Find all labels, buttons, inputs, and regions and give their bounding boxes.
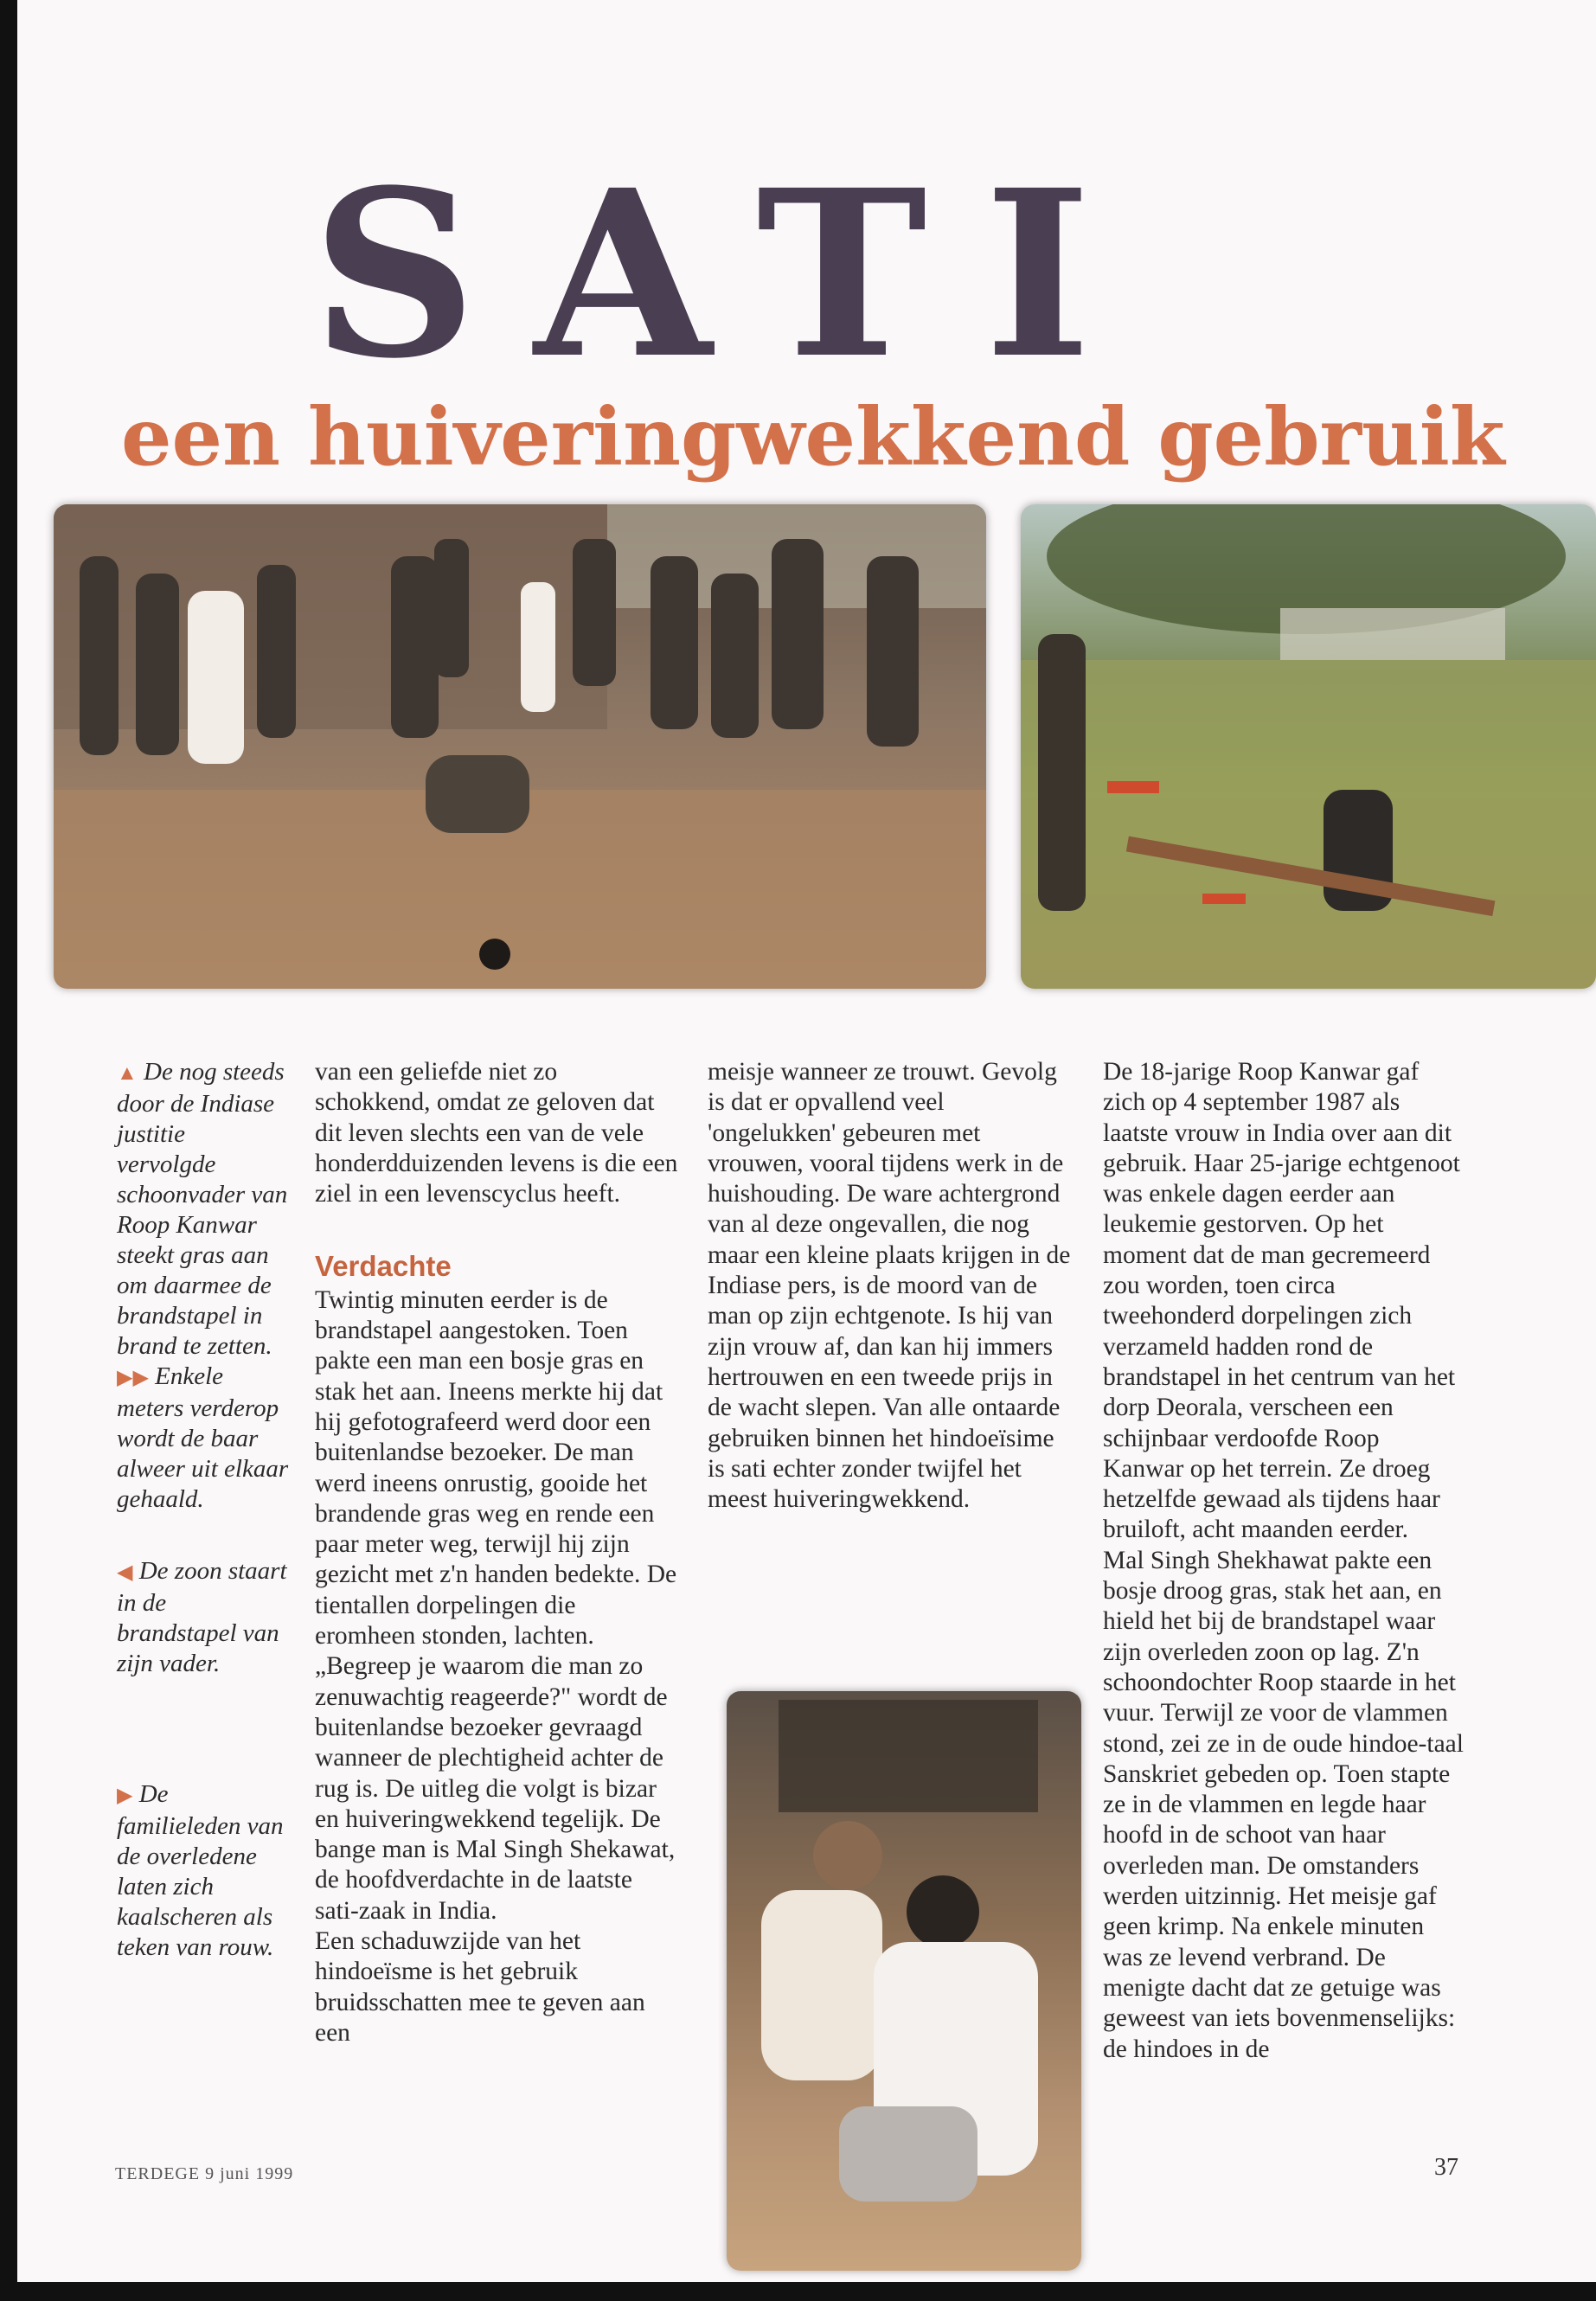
footer-magazine-issue: TERDEGE 9 juni 1999 [115,2164,294,2183]
article-subtitle: een huiveringwekkend gebruik [121,390,1505,484]
double-triangle-right-icon: ▶▶ [117,1367,149,1389]
page-number: 37 [1434,2154,1458,2181]
paragraph: van een geliefde niet zo schokkend, omdat ze geloven dat dit leven slechts een van de vele honderdduizenden levens is die een ziel in een levenscyclus heeft. [315,1058,678,1208]
photo-lighting-grass [54,504,986,989]
caption-text: De familieleden van de overledene laten zich kaalscheren als teken van rouw. [117,1780,284,1961]
photo-bier-dismantled [1021,504,1596,989]
article-column-2 [708,1057,1071,1515]
paragraph: Mal Singh Shekhawat pakte een bosje droog gras, stak het aan, en hield het bij de brandstapel waar zijn overleden zoon op lag. Z'n schoondochter Roop staarde in het vuur. Terwijl ze voor de vlammen stond, zei ze in de oude hindoe-taal Sanskriet gebeden op. Toen stapte ze in de vlammen en legde haar hoofd in de schoot van haar overleden man. De omstanders werden uitzinnig. Het meisje gaf geen krimp. Na enkele minuten was ze levend verbrand. De menigte dacht dat ze getuige was geweest van iets bovenmenselijks: de hindoes in de [1103,1546,1464,2063]
caption-text: De zoon staart in de brandstapel van zijn vader. [117,1557,287,1677]
article-column-1 [315,1057,678,2048]
article-column-3 [1103,1057,1466,2065]
photo-captions [117,1057,290,1963]
scan-edge-left [0,0,17,2301]
article-title: SATI [311,140,1149,409]
scan-edge-bottom [0,2282,1596,2301]
caption-father-in-law [117,1057,290,1362]
caption-text: De nog steeds door de Indiase justitie vervolgde schoonvader van Roop Kanwar steekt gras aan om daarmee de brandstapel in brand te zetten. [117,1058,288,1360]
triangle-left-icon: ◀ [117,1561,133,1584]
triangle-up-icon: ▲ [117,1062,138,1085]
caption-son [117,1556,290,1679]
caption-bier [117,1362,290,1515]
triangle-right-icon: ▶ [117,1785,133,1807]
caption-family [117,1779,290,1963]
caption-text: Enkele meters verderop wordt de baar alweer uit elkaar gehaald. [117,1362,289,1513]
paragraph: De 18-jarige Roop Kanwar gaf zich op 4 september 1987 als laatste vrouw in India over aan dit gebruik. Haar 25-jarige echtgenoot was enkele dagen eerder aan leukemie gestorven. Op het moment dat de man gecremeerd zou worden, toen circa tweehonderd dorpelingen zich verzameld hadden rond de brandstapel in het centrum van het dorp Deorala, verscheen een schijnbaar verdoofde Roop Kanwar op het terrein. Ze droeg hetzelfde gewaad als tijdens haar bruiloft, acht maanden eerder. [1103,1058,1460,1544]
paragraph: Twintig minuten eerder is de brandstapel aangestoken. Toen pakte een man een bosje gras en stak het aan. Ineens merkte hij dat hij gefotografeerd werd door een buitenlandse bezoeker. De man werd ineens onrustig, gooide het brandende gras weg en rende een paar meter weg, terwijl hij zijn gezicht met z'n handen bedekte. De tientallen dorpelingen die eromheen stonden, lachten. „Begreep je waarom die man zo zenuwachtig reageerde?" wordt de buitenlandse bezoeker gevraagd wanneer de plechtigheid achter de rug is. De uitleg die volgt is bizar en huiveringwekkend tegelijk. De bange man is Mal Singh Shekawat, de hoofdverdachte in de laatste sati-zaak in India. [315,1285,677,1925]
section-heading: Verdachte [315,1250,452,1283]
photo-head-shaving [727,1691,1081,2271]
paragraph: meisje wanneer ze trouwt. Gevolg is dat er opvallend veel 'ongelukken' gebeuren met vrouwen, vooral tijdens werk in de huishouding. De ware achtergrond van al deze ongevallen, die nog maar een kleine plaats krijgen in de Indiase pers, is de moord van de man op zijn echtgenote. Is hij van zijn vrouw af, dan kan hij immers hertrouwen en een tweede prijs in de wacht slepen. Van alle ontaarde gebruiken binnen het hindoeïsime is sati echter zonder twijfel het meest huiveringwekkend. [708,1058,1071,1514]
paragraph: Een schaduwzijde van het hindoeïsme is het gebruik bruidsschatten mee te geven aan een [315,1927,645,2047]
